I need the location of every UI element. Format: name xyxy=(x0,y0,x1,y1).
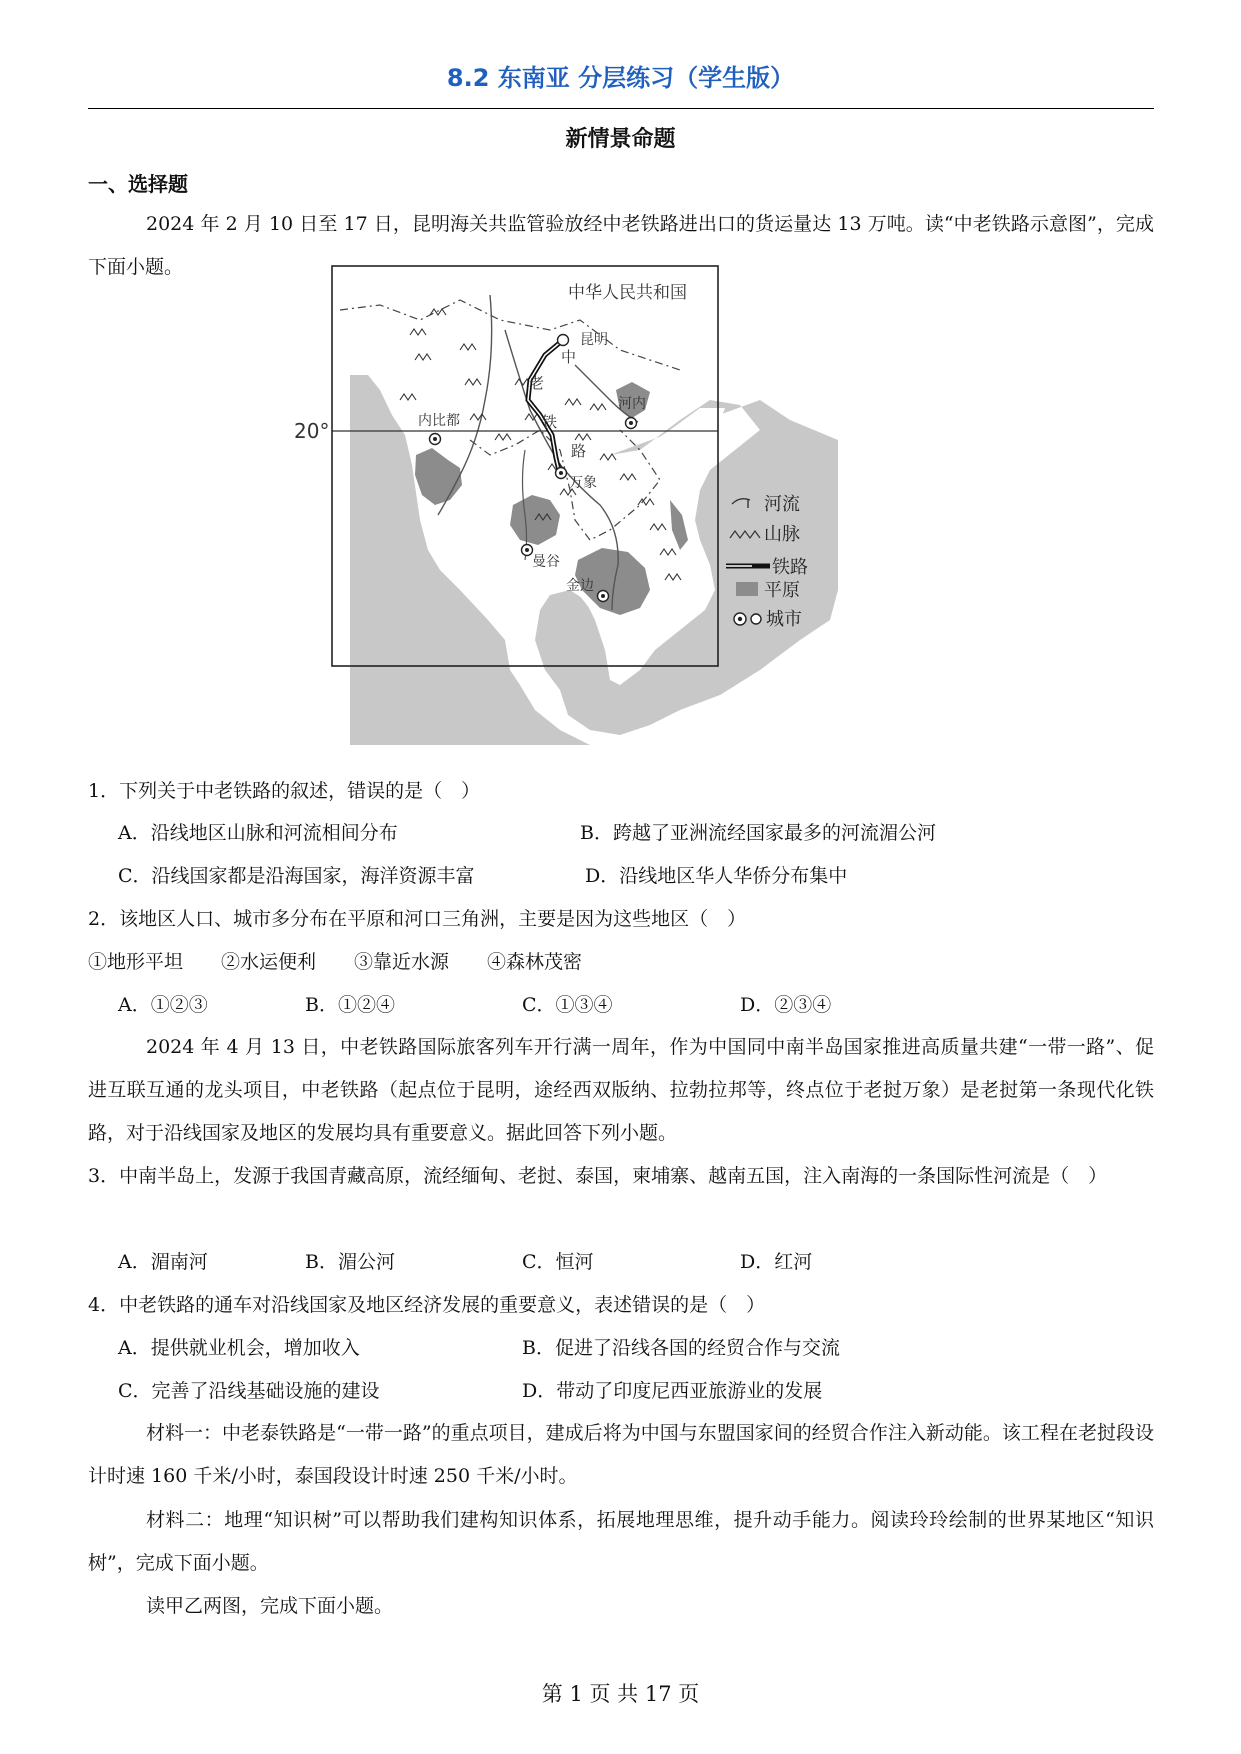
question-2-option-d: D．②③④ xyxy=(740,994,832,1016)
legend-river-label: 河流 xyxy=(764,494,800,515)
question-2-option-c: C．①③④ xyxy=(522,994,613,1016)
question-3-option-a: A．湄南河 xyxy=(118,1251,208,1273)
railway-char-4: 路 xyxy=(571,442,587,460)
city-label-vientiane: 万象 xyxy=(569,475,597,491)
material-1: 材料一：中老泰铁路是“一带一路”的重点项目，建成后将为中国与东盟国家间的经贸合作注入新动能。该工程在老挝段设计时速 160 千米/小时，泰国段设计时速 250 千米/小时。 xyxy=(88,1422,1154,1487)
border-north xyxy=(340,300,680,370)
question-3-option-b: B．湄公河 xyxy=(305,1251,395,1273)
title-divider xyxy=(88,108,1154,109)
railway-char-2: 老 xyxy=(529,374,545,392)
kunming-city-marker xyxy=(558,335,569,346)
country-label: 中华人民共和国 xyxy=(568,283,687,303)
question-2-option-a: A．①②③ xyxy=(118,994,208,1016)
legend-plain-label: 平原 xyxy=(764,580,800,601)
question-2-stem: 2．该地区人口、城市多分布在平原和河口三角洲，主要是因为这些地区（ ） xyxy=(88,908,747,930)
question-1-option-d: D．沿线地区华人华侨分布集中 xyxy=(585,865,848,887)
legend-city-label: 城市 xyxy=(766,609,802,630)
question-3-stem: 3．中南半岛上，发源于我国青藏高原，流经缅甸、老挝、泰国，柬埔寨、越南五国，注入南海的一条国际性河流是（ ） xyxy=(88,1165,1108,1187)
legend-plain-icon xyxy=(736,582,758,596)
question-4-option-d: D．带动了印度尼西亚旅游业的发展 xyxy=(522,1380,823,1402)
question-2-items: ①地形平坦 ②水运便利 ③靠近水源 ④森林茂密 xyxy=(88,951,583,973)
material-2: 材料二：地理“知识树”可以帮助我们建构知识体系，拓展地理思维，提升动手能力。阅读玲玲绘制的世界某地区“知识树”，完成下面小题。 xyxy=(88,1509,1154,1574)
question-4-option-c: C．完善了沿线基础设施的建设 xyxy=(118,1380,380,1402)
read-prompt: 读甲乙两图，完成下面小题。 xyxy=(146,1595,394,1617)
question-3-option-d: D．红河 xyxy=(740,1251,813,1273)
intro-paragraph-1: 2024 年 2 月 10 日至 17 日，昆明海关共监管验放经中老铁路进出口的货运量达 13 万吨。读“中老铁路示意图”，完成下面小题。 xyxy=(88,213,1154,278)
city-label-hanoi: 河内 xyxy=(618,396,646,412)
railway-char-3: 铁 xyxy=(542,413,558,431)
question-4-option-b: B．促进了沿线各国的经贸合作与交流 xyxy=(522,1337,840,1359)
city-label-naypyidaw: 内比都 xyxy=(418,413,460,429)
question-3-option-c: C．恒河 xyxy=(522,1251,594,1273)
section-heading: 一、选择题 xyxy=(88,172,188,196)
railway-char-1: 中 xyxy=(561,348,577,366)
latitude-label: 20° xyxy=(294,419,330,443)
page-title: 8.2 东南亚 分层练习（学生版） xyxy=(446,64,795,92)
city-label-bangkok: 曼谷 xyxy=(532,554,560,570)
page-footer: 第 1 页 共 17 页 xyxy=(541,1682,700,1706)
question-1-option-a: A．沿线地区山脉和河流相间分布 xyxy=(118,822,398,844)
question-4-option-a: A．提供就业机会，增加收入 xyxy=(118,1337,360,1359)
question-2-option-b: B．①②④ xyxy=(305,994,395,1016)
legend-mountain-label: 山脉 xyxy=(764,524,800,545)
question-1-option-b: B．跨越了亚洲流经国家最多的河流湄公河 xyxy=(580,822,936,844)
legend-railway-label: 铁路 xyxy=(772,557,808,578)
question-1-option-c: C．沿线国家都是沿海国家，海洋资源丰富 xyxy=(118,865,475,887)
intro-paragraph-2: 2024 年 4 月 13 日，中老铁路国际旅客列车开行满一周年，作为中国同中南半岛国家推进高质量共建“一带一路”、促进互联互通的龙头项目，中老铁路（起点位于昆明，途经西双版纳、拉勃拉邦等，终点位于老挝万象）是老挝第一条现代化铁路，对于沿线国家及地区的发展均具有重要意义。据此回答下列小题。 xyxy=(88,1036,1154,1144)
question-1-stem: 1．下列关于中老铁路的叙述，错误的是（ ） xyxy=(88,780,481,802)
china-laos-railway-map xyxy=(294,283,840,750)
city-label-kunming: 昆明 xyxy=(580,332,608,348)
question-4-stem: 4．中老铁路的通车对沿线国家及地区经济发展的重要意义，表述错误的是（ ） xyxy=(88,1294,766,1316)
page-subtitle: 新情景命题 xyxy=(565,127,676,152)
city-label-phnom-penh: 金边 xyxy=(566,578,594,594)
